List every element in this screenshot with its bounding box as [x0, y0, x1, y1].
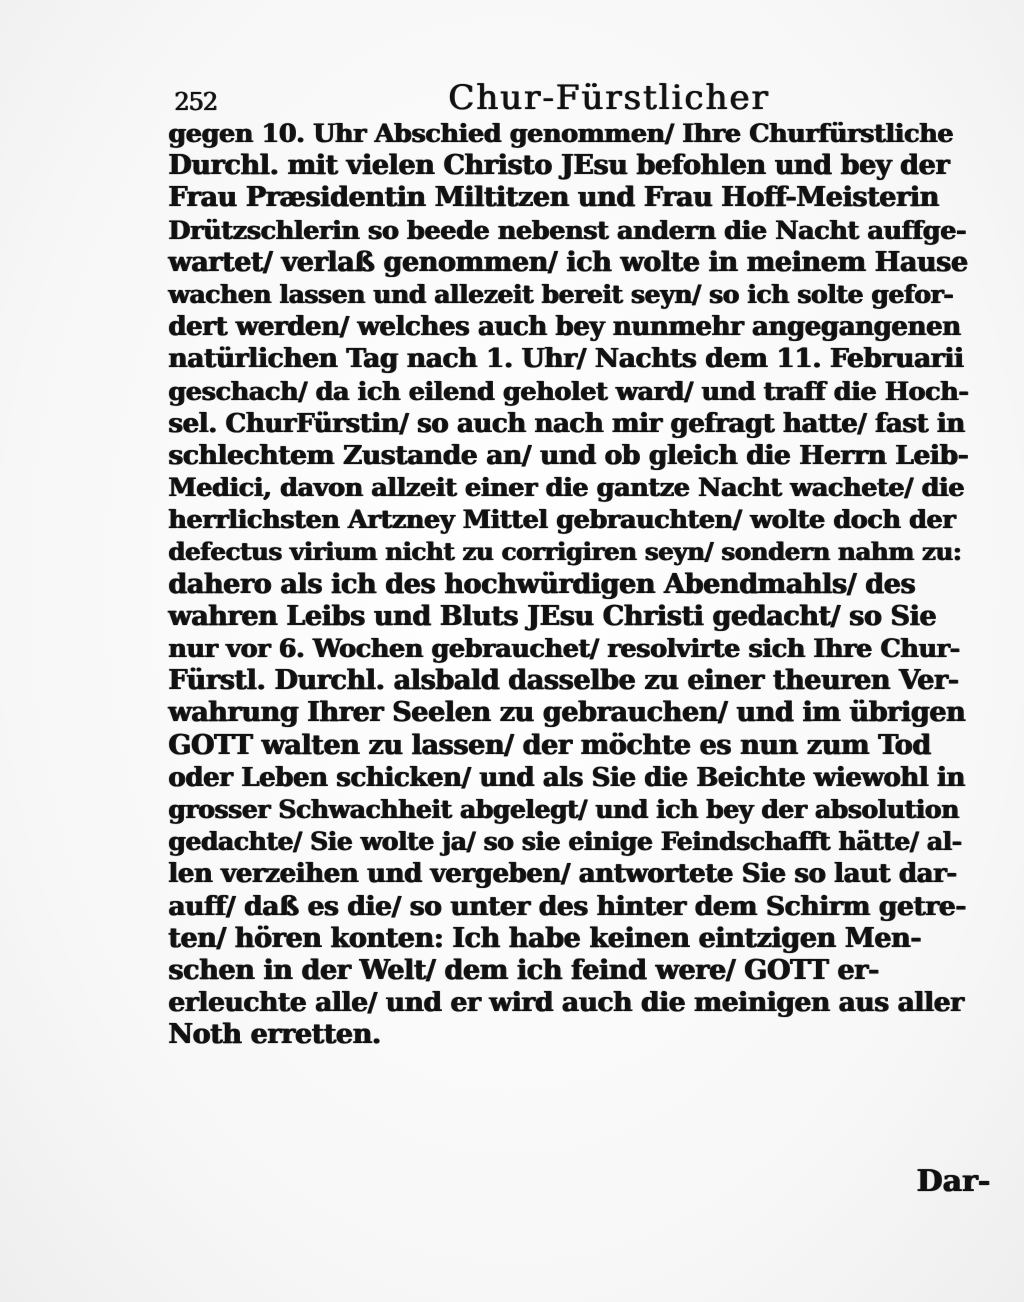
text-line: auff/ daß es die/ so unter des hinter dem Schirm getre- — [168, 890, 966, 922]
text-line: Fürstl. Durchl. alsbald dasselbe zu einer theuren Ver- — [168, 665, 959, 697]
body-text — [168, 118, 968, 1051]
page-header — [168, 58, 968, 118]
text-line: wahrung Ihrer Seelen zu gebrauchen/ und im übrigen — [168, 697, 965, 729]
text-line: len verzeihen und vergeben/ antwortete Sie so laut dar- — [168, 859, 957, 890]
text-line: schlechtem Zustande an/ und ob gleich die Herrn Leib- — [168, 439, 968, 471]
text-line: defectus virium nicht zu corrigiren seyn/ sondern nahm zu: — [168, 537, 962, 567]
text-line: gegen 10. Uhr Abschied genommen/ Ihre Churfürstliche — [168, 119, 953, 149]
text-block — [168, 58, 968, 1051]
text-line: erleuchte alle/ und er wird auch die meinigen aus aller — [168, 987, 964, 1019]
text-line: GOTT walten zu lassen/ der möchte es nun zum Tod — [168, 729, 931, 761]
text-line: wachen lassen und allezeit bereit seyn/ so ich solte gefor- — [168, 279, 953, 309]
running-head: Chur-Fürstlicher — [448, 78, 770, 118]
text-line: Frau Præsidentin Miltitzen und Frau Hoff-Meisterin — [168, 182, 939, 214]
text-line: Drützschlerin so beede nebenst andern die Nacht auffge- — [168, 215, 966, 246]
text-line: nur vor 6. Wochen gebrauchet/ resolvirte sich Ihre Chur- — [168, 634, 960, 664]
text-line: grosser Schwachheit abgelegt/ und ich bey der absolution — [168, 794, 959, 824]
text-line: Medici, davon allzeit einer die gantze Nacht wachete/ die — [168, 473, 964, 504]
text-line: wahren Leibs und Bluts JEsu Christi gedacht/ so Sie — [168, 600, 936, 632]
text-line: Noth erretten. — [168, 1019, 381, 1051]
text-line: oder Leben schicken/ und als Sie die Beichte wiewohl in — [168, 762, 965, 793]
text-line: herrlichsten Artzney Mittel gebrauchten/ wolte doch der — [168, 505, 956, 536]
text-line: wartet/ verlaß genommen/ ich wolte in meinem Hause — [168, 246, 968, 278]
text-line: geschach/ da ich eilend geholet ward/ und traff die Hoch- — [168, 376, 969, 407]
text-line: sel. ChurFürstin/ so auch nach mir gefragt hatte/ fast in — [168, 408, 965, 439]
text-line: dert werden/ welches auch bey nunmehr angegangenen — [168, 312, 961, 343]
catchword: Dar- — [916, 1164, 990, 1199]
text-line: Durchl. mit vielen Christo JEsu befohlen und bey der — [168, 150, 949, 182]
text-line: gedachte/ Sie wolte ja/ so sie einige Feindschafft hätte/ al- — [168, 827, 962, 857]
text-line: schen in der Welt/ dem ich feind were/ GOTT er- — [168, 954, 879, 986]
text-line: dahero als ich des hochwürdigen Abendmahls/ des — [168, 568, 915, 600]
text-line: ten/ hören konten: Ich habe keinen eintzigen Men- — [168, 922, 921, 954]
text-line: natürlichen Tag nach 1. Uhr/ Nachts dem 11. Februarii — [168, 343, 964, 375]
page-number: 252 — [174, 88, 217, 116]
